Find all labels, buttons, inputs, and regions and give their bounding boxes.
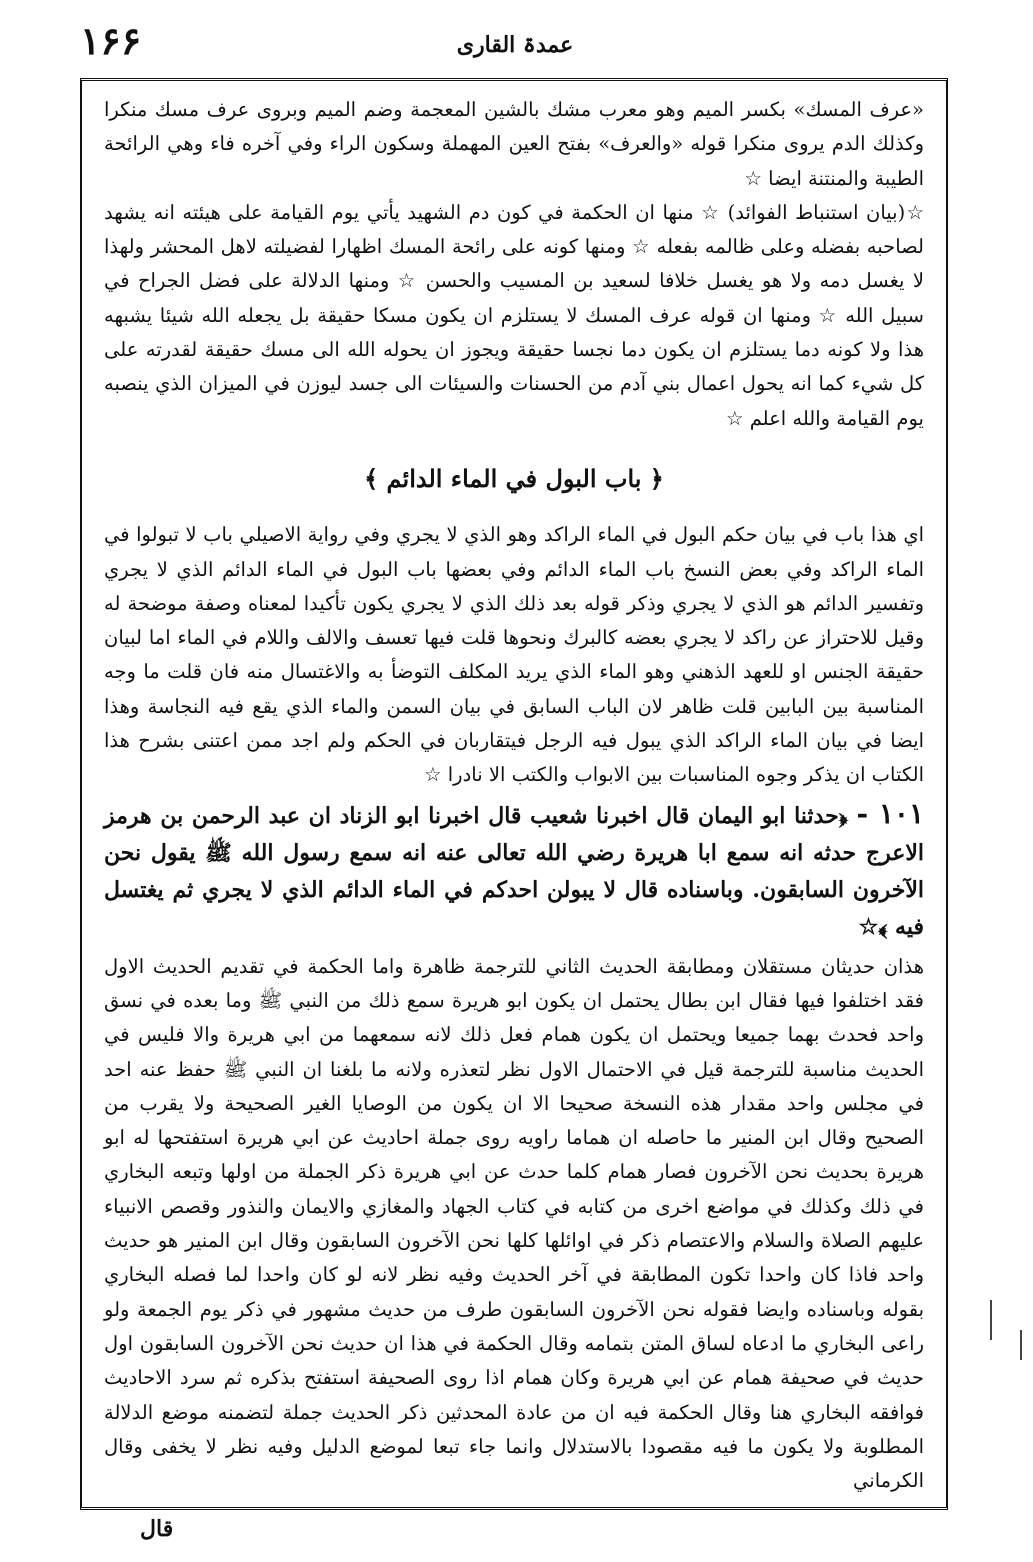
chapter-heading: ﴿ باب البول في الماء الدائم ﴾ xyxy=(364,463,664,493)
benefits-paragraph: ☆(بيان استنباط الفوائد) ☆ منها ان الحكمة في كون دم الشهيد يأتي يوم القيامة على هيئته انه يشهد لصاحبه بفضله وعلى ظالمه بفعله ☆ ومنها كونه على رائحة المسك اظهارا لفضيلته لاهل المحشر ولهذا لا يغسل دمه ولا هو يغسل خلافا لسعيد بن المسيب والحسن ☆ ومنها الدلالة على فضل الجراح في سبيل الله ☆ ومنها ان قوله عرف المسك لا يستلزم ان يكون مسكا حقيقة بل يجعله الله شيئا يشبهه هذا ولا كونه دما يستلزم ان يكون دما نجسا حقيقة ويجوز ان يحوله الله الى مسك حقيقة لقدرته على كل شيء كما انه يحول اعمال بني آدم من الحسنات والسيئات الى جسد ليوزن في الميزان الذي ينصبه يوم القيامة والله اعلم ☆ xyxy=(104,200,924,430)
book-title: عمدۃ القاری xyxy=(456,32,574,58)
margin-mark xyxy=(1020,1330,1022,1360)
intro-paragraph: «عرف المسك» بكسر الميم وهو معرب مشك بالشين المعجمة وضم الميم وبروى عرف مسك منكرا وكذلك الدم يروى منكرا قوله «والعرف» بفتح العين المهملة وسكون الراء وفي آخره فاء وهي الرائحة الطيبة والمنتنة ايضا ☆ xyxy=(104,98,924,190)
page-body xyxy=(82,81,946,1498)
hadith-text: ابو اليمان قال اخبرنا شعيب قال اخبرنا ابو الزناد ان عبد الرحمن بن هرمز الاعرج حدثه انه سمع ابا هريرة رضي الله تعالى عنه انه سمع رسول الله ﷺ يقول نحن الآخرون السابقون. وباسناده قال لا يبولن احدكم في الماء الدائم الذي لا يجري ثم يغتسل فيه ﴾☆ xyxy=(104,802,924,940)
margin-mark xyxy=(990,1300,992,1340)
chapter-paragraph: اي هذا باب في بيان حكم البول في الماء الراكد وهو الذي لا يجري وفي رواية الاصيلي باب لا تبولوا في الماء الراكد وفي بعض النسخ باب الماء الدائم وفي بعضها باب البول في الماء الدائم الذي لا يجري وتفسير الدائم هو الذي لا يجري وذكر قوله بعد ذلك الذي لا يجري يكون تأكيدا لمعناه وصفة موضحة له وقيل للاحتراز عن راكد لا يجري بعضه كالبرك ونحوها قلت فيها تعسف والالف واللام في الماء اما لبيان حقيقة الجنس او للعهد الذهني وهو الماء الذي يريد المكلف التوضأ به والاغتسال منه فان قلت ما وجه المناسبة بين البابين قلت ظاهر لان الباب السابق في بيان السمن والماء الذي يقع فيه النجاسة وهذا ايضا في بيان الماء الراكد الذي يبول فيه الرجل فيتقاربان في الحكم ولم اجد ممن اعتنى بشرح هذا الكتاب ان يذكر وجوه المناسبات بين الابواب والكتب الا نادرا ☆ xyxy=(104,523,924,787)
page-header xyxy=(80,18,950,68)
hadith-number: ١٠١ - xyxy=(856,796,924,830)
commentary-paragraph: هذان حديثان مستقلان ومطابقة الحديث الثاني للترجمة ظاهرة واما الحكمة في تقديم الحديث الاول فقد اختلفوا فيها فقال ابن بطال يحتمل ان يكون ابو هريرة سمع ذلك من النبي ﷺ وما بعده في نسق واحد فحدث بهما جميعا ويحتمل ان يكون همام فعل ذلك لانه سمعهما من ابي هريرة والا فليس في الحديث مناسبة للترجمة قيل في الاحتمال الاول نظر لتعذره ولانه ما بلغنا ان النبي ﷺ حفظ عنه احد في مجلس واحد مقدار هذه النسخة صحيحا الا ان يكون من الوصايا الغير الصحيحة ولا يقرب من الصحيح وقال ابن المنير ما حاصله ان هماما راويه روى جملة احاديث عن ابي هريرة استفتحها له ابو هريرة بحديث نحن الآخرون فصار همام كلما حدث عن ابي هريرة ذكر الجملة من اولها وتبعه البخاري في ذلك وكذلك في مواضع اخرى من كتابه في كتاب الجهاد والمغازي والايمان والنذور وقصص الانبياء عليهم الصلاة والسلام والاعتصام ذكر في اوائلها كلها نحن الآخرون السابقون وقال ابن المنير هو حديث واحد فاذا كان واحدا تكون المطابقة في آخر الحديث وفيه نظر لانه لو كان واحدا لما فصله البخاري بقوله وباسناده وايضا فقوله نحن الآخرون السابقون طرف من حديث مشهور في ذكر يوم الجمعة ولو راعى البخاري ما ادعاه لساق المتن بتمامه وقال الحكمة في هذا ان حديث نحن الآخرون السابقون اول حديث في صحيفة همام عن ابي هريرة وكان همام اذا روى الصحيفة استفتح بذكره ثم سرد الاحاديث فوافقه البخاري هنا وقال الحكمة فيه ان من عادة المحدثين ذكر الحديث جملة لتضمنه موضع الدلالة المطلوبة ولا يكون ما فيه مقصودا بالاستدلال وانما جاء تبعا لموضع الدليل وفيه نظر لا يخفى وقال الكرماني xyxy=(104,954,924,1493)
page-number: ۱۶۶ xyxy=(80,18,142,63)
text-frame xyxy=(80,78,948,1510)
catchword: قال xyxy=(140,1516,174,1542)
hadith-block xyxy=(104,795,924,946)
hadith-opening: ﴿حدثنا xyxy=(794,802,848,829)
